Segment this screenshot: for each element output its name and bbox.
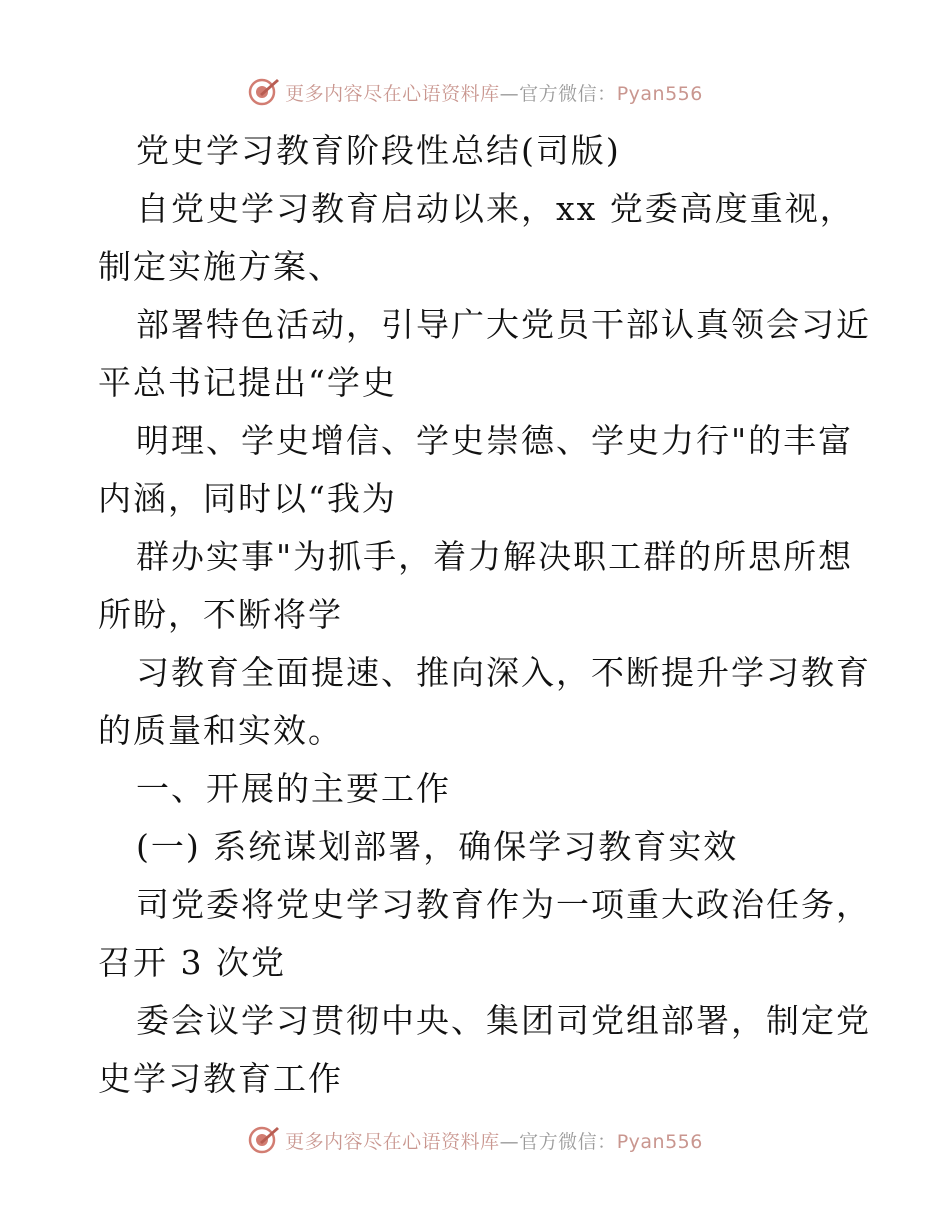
text-line: 平总书记提出“学史 bbox=[98, 363, 397, 402]
text-line: 委会议学习贯彻中央、集团司党组部署，制定党 bbox=[136, 1001, 871, 1040]
footer-watermark-banner bbox=[0, 1120, 950, 1160]
text-line: 所盼，不断将学 bbox=[98, 595, 343, 634]
text-line: 史学习教育工作 bbox=[98, 1059, 343, 1098]
pen-logo-icon bbox=[247, 75, 281, 109]
pen-logo-icon bbox=[247, 1123, 281, 1157]
text-line: 内涵，同时以“我为 bbox=[98, 479, 397, 518]
text-line: 一、开展的主要工作 bbox=[136, 769, 451, 808]
banner-main-text: 更多内容尽在心语资料库 bbox=[285, 82, 500, 105]
text-line: 习教育全面提速、推向深入，不断提升学习教育 bbox=[136, 653, 871, 692]
header-watermark-banner bbox=[0, 72, 950, 112]
text-line: 部署特色活动，引导广大党员干部认真领会习近 bbox=[136, 305, 871, 344]
banner-wechat-label: 官方微信： bbox=[519, 82, 617, 105]
text-line: 党史学习教育阶段性总结(司版) bbox=[136, 131, 621, 170]
banner-wechat-id: Pyan556 bbox=[616, 1130, 703, 1153]
banner-wechat-label: 官方微信： bbox=[519, 1130, 617, 1153]
text-line: 群办实事"为抓手，着力解决职工群的所思所想 bbox=[136, 537, 854, 576]
banner-wechat-id: Pyan556 bbox=[616, 82, 703, 105]
text-line: 制定实施方案、 bbox=[98, 247, 343, 286]
document-body bbox=[98, 122, 871, 1108]
banner-separator: — bbox=[499, 1130, 520, 1153]
text-line: 司党委将党史学习教育作为一项重大政治任务， bbox=[136, 885, 871, 924]
text-line: 自党史学习教育启动以来，xx 党委高度重视， bbox=[136, 189, 855, 228]
text-line: 召开 3 次党 bbox=[98, 943, 286, 982]
text-line: 明理、学史增信、学史崇德、学史力行"的丰富 bbox=[136, 421, 854, 460]
banner-main-text: 更多内容尽在心语资料库 bbox=[285, 1130, 500, 1153]
text-line: (一) 系统谋划部署，确保学习教育实效 bbox=[136, 827, 739, 866]
banner-separator: — bbox=[499, 82, 520, 105]
text-line: 的质量和实效。 bbox=[98, 711, 343, 750]
